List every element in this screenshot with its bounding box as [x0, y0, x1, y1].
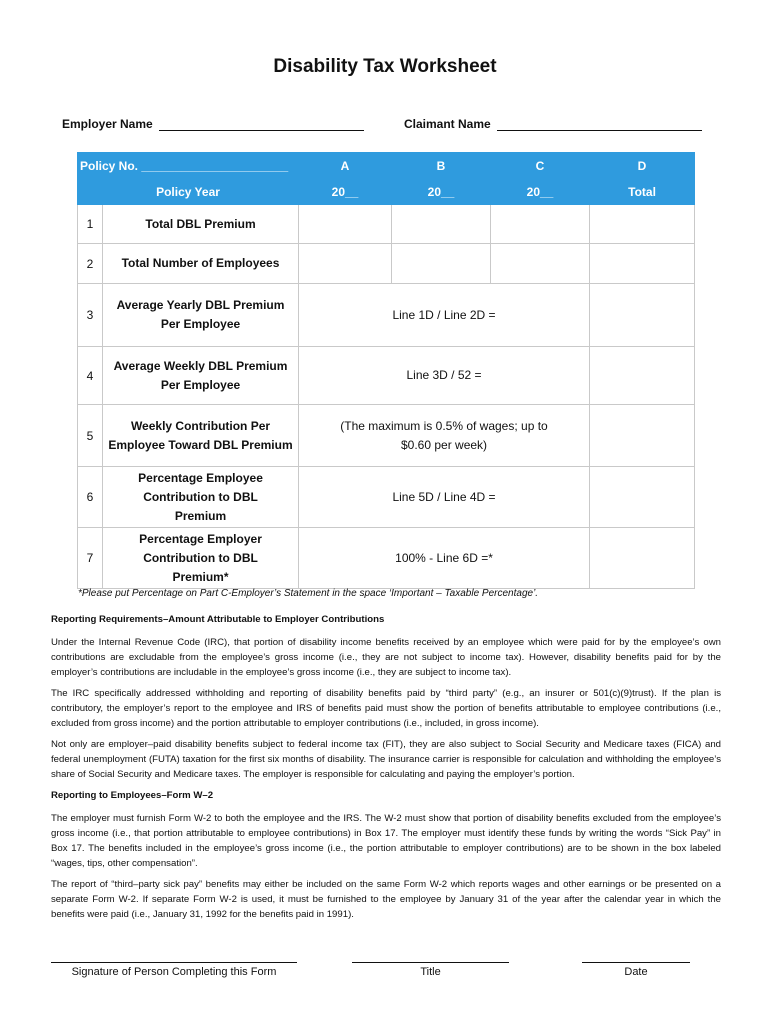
- row-number: 1: [78, 205, 103, 244]
- row-formula: 100% - Line 6D =*: [299, 528, 590, 589]
- signature-block: [51, 962, 297, 978]
- row6-cell-d[interactable]: [590, 467, 695, 528]
- row-number: 7: [78, 528, 103, 589]
- table-row: [78, 205, 695, 244]
- policy-year-label: Policy Year: [78, 179, 299, 205]
- table-row: [78, 528, 695, 589]
- employer-name-row: [62, 117, 364, 131]
- column-a-year: 20__: [299, 179, 392, 205]
- date-line[interactable]: [582, 962, 690, 963]
- row2-cell-d[interactable]: [590, 244, 695, 284]
- table-row: [78, 467, 695, 528]
- row-formula: Line 3D / 52 =: [299, 347, 590, 405]
- column-c-letter: C: [491, 153, 590, 179]
- page-title: Disability Tax Worksheet: [273, 56, 497, 77]
- column-b-letter: B: [392, 153, 491, 179]
- row2-cell-a[interactable]: [299, 244, 392, 284]
- employer-name-label: Employer Name: [62, 117, 153, 131]
- instructions: [51, 612, 721, 928]
- row2-cell-c[interactable]: [491, 244, 590, 284]
- row-number: 2: [78, 244, 103, 284]
- table-row: [78, 405, 695, 467]
- row1-cell-d[interactable]: [590, 205, 695, 244]
- row-formula: (The maximum is 0.5% of wages; up to $0.60 per week): [299, 405, 590, 467]
- title-line[interactable]: [352, 962, 509, 963]
- policy-no-label[interactable]: Policy No. ______________________: [78, 153, 299, 179]
- signature-label: Signature of Person Completing this Form: [71, 966, 277, 978]
- row1-cell-b[interactable]: [392, 205, 491, 244]
- worksheet-table: [77, 152, 695, 589]
- table-row: [78, 284, 695, 347]
- title-label: Title: [420, 966, 441, 978]
- table-row: [78, 347, 695, 405]
- claimant-name-field[interactable]: [497, 119, 702, 131]
- row-formula: Line 5D / Line 4D =: [299, 467, 590, 528]
- row-label: Total DBL Premium: [103, 205, 299, 244]
- column-b-year: 20__: [392, 179, 491, 205]
- row-formula: Line 1D / Line 2D =: [299, 284, 590, 347]
- employer-name-field[interactable]: [159, 119, 364, 131]
- row7-cell-d[interactable]: [590, 528, 695, 589]
- date-block: [582, 962, 690, 978]
- column-a-letter: A: [299, 153, 392, 179]
- section-heading: Reporting to Employees–Form W–2: [51, 790, 214, 801]
- row5-cell-d[interactable]: [590, 405, 695, 467]
- paragraph: The employer must furnish Form W-2 to both the employee and the IRS. The W-2 must show that portion of disability benefits excluded from the employee’s gross income (i.e., that portion attributable to employee contributions) in Box 17. The employer must identify these funds by writing the words “Sick Pay” in Box 17. The benefits included in the employee’s gross income (i.e., the portion attributable to employer contributions) are to be shown in the box labeled “wages, tips, other compensation”.: [51, 813, 721, 869]
- date-label: Date: [624, 966, 648, 978]
- signature-line[interactable]: [51, 962, 297, 963]
- paragraph: Not only are employer–paid disability benefits subject to federal income tax (FIT), they are also subject to Social Security and Medicare taxes (FICA) and federal unemployment (FUTA) taxation for the first six months of disability. The insurance carrier is responsible for calculation and withholding the employee’s share of Social Security and Medicare taxes. The employer is responsible for calculating and paying the employer’s portion.: [51, 739, 721, 780]
- paragraph: The report of “third–party sick pay” benefits may either be included on the same Form W-2 which reports wages and other earnings or be presented on a separate Form W-2. If separate Form W-2 is used, it must be furnished to the employee by January 31 of the year after the calendar year in which the benefits were paid (i.e., January 31, 1992 for the benefits paid in 1991).: [51, 879, 721, 920]
- row-label: Weekly Contribution Per Employee Toward DBL Premium: [103, 405, 299, 467]
- paragraph: The IRC specifically addressed withholding and reporting of disability benefits paid by “third party” (e.g., an insurer or 501(c)(9)trust). If the plan is contributory, the employer’s report to the employee and IRS of benefits paid must show the portion of benefits attributable to employee contributions (i.e., excluded from gross income) and the portion attributable to employer contributions (i.e., included, in gross income).: [51, 688, 721, 729]
- row-number: 4: [78, 347, 103, 405]
- row2-cell-b[interactable]: [392, 244, 491, 284]
- row-label: Percentage Employer Contribution to DBL Premium*: [103, 528, 299, 589]
- row-number: 3: [78, 284, 103, 347]
- row1-cell-a[interactable]: [299, 205, 392, 244]
- table-row: [78, 244, 695, 284]
- column-d-letter: D: [590, 153, 695, 179]
- claimant-name-row: [404, 117, 702, 131]
- section-heading: Reporting Requirements–Amount Attributable to Employer Contributions: [51, 614, 385, 625]
- row3-cell-d[interactable]: [590, 284, 695, 347]
- paragraph: Under the Internal Revenue Code (IRC), that portion of disability income benefits received by an employee which were paid for by the employee’s own contributions are excludable from the employee’s gross income (i.e., they are not subject to income tax). However, disability benefits paid for by the employer’s contributions are includable in the employee’s gross income (i.e., they are subject to income tax).: [51, 637, 721, 678]
- row-label: Average Weekly DBL Premium Per Employee: [103, 347, 299, 405]
- row-label: Average Yearly DBL Premium Per Employee: [103, 284, 299, 347]
- row1-cell-c[interactable]: [491, 205, 590, 244]
- row-number: 5: [78, 405, 103, 467]
- column-d-year: Total: [590, 179, 695, 205]
- footnote: *Please put Percentage on Part C-Employer’s Statement in the space ‘Important – Taxable Percentage’.: [78, 588, 539, 599]
- row-number: 6: [78, 467, 103, 528]
- column-c-year: 20__: [491, 179, 590, 205]
- title-block: [352, 962, 509, 978]
- claimant-name-label: Claimant Name: [404, 117, 491, 131]
- row4-cell-d[interactable]: [590, 347, 695, 405]
- row-label: Percentage Employee Contribution to DBL Premium: [103, 467, 299, 528]
- row-label: Total Number of Employees: [103, 244, 299, 284]
